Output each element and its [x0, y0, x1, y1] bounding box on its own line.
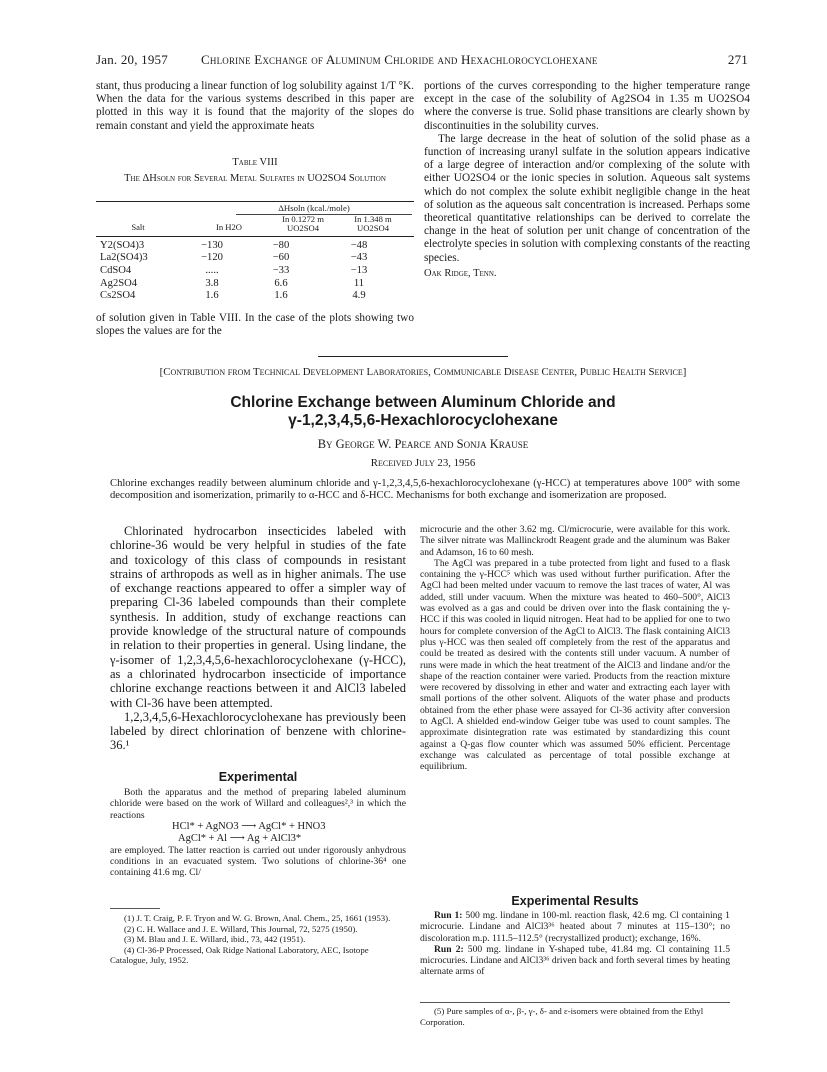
h2o-cell: 3.8	[205, 277, 219, 289]
table-row	[96, 277, 398, 290]
table-top-rule	[96, 201, 414, 202]
intro-paragraph-1: Chlorinated hydrocarbon insecticides labeled with chlorine-36 would be very helpful in studies of the fate and toxicology of this class of compounds in resistant strains of arthropods as well as in higher animals. The use of exchange reactions appeared to offer a simpler way of preparing Cl-36 labeled compounds than their complete synthesis. In addition, study of exchange reactions can provide knowledge of the structural nature of compounds in relation to their properties in general. Using lindane, the γ-isomer of 1,2,3,4,5,6-hexachlorocyclohexane (γ-HCC), as a chlorinated hydrocarbon insecticide of importance chlorine exchange reactions between it and AlCl3 labeled with Cl-36 have been attempted.	[110, 524, 406, 710]
table-viii	[96, 157, 414, 302]
after-table-paragraph: of solution given in Table VIII. In the case of the plots showing two slopes the values are for the	[96, 312, 414, 338]
experimental-heading: Experimental	[218, 770, 298, 784]
h2o-cell: .....	[205, 264, 219, 276]
m01272-cell: 6.6	[274, 277, 288, 289]
footnote-1: (1) J. T. Craig, P. F. Tryon and W. G. Brown, Anal. Chem., 25, 1661 (1953).	[124, 913, 391, 923]
salt-cell: Ag2SO4	[100, 277, 138, 289]
footnote-rule-right	[420, 1002, 730, 1003]
contribution-line: [Contribution from Technical Development Laboratories, Communicable Disease Center, Public Health Service]	[159, 366, 687, 378]
m01272-cell: −33	[272, 264, 290, 276]
table-label: Table VIII	[232, 157, 278, 168]
curves-paragraph: portions of the curves corresponding to the higher temperature range except in the case of the solubility of Ag2SO4 in 1.35 m UO2SO4 where the converse is true. Solid phase transitions are clearly shown by discontinuities in the solubility curves.	[424, 80, 750, 132]
authors: By George W. Pearce and Sonja Krause	[317, 437, 529, 451]
footnote-2: (2) C. H. Wallace and J. E. Willard, This Journal, 72, 5275 (1950).	[124, 923, 358, 934]
intro-paragraph-2: 1,2,3,4,5,6-Hexachlorocyclohexane has previously been labeled by direct chlorination of benzene with chlorine-36.¹	[110, 709, 406, 753]
continuation-paragraph: stant, thus producing a linear function of log solubility against 1/T °K. When the data for the various systems described in this paper are plotted in this way it is found that the majority of the slopes do remain constant and yield the approximate heats	[96, 80, 414, 132]
m1348-cell: −43	[350, 252, 368, 264]
salt-cell: CdSO4	[100, 264, 132, 276]
m01272-cell: −80	[272, 239, 290, 251]
footnote-rule	[110, 908, 160, 909]
footnote-5: (5) Pure samples of α-, β-, γ-, δ- and ε-isomers were obtained from the Ethyl Corporation.	[420, 1006, 704, 1027]
salt-cell: Cs2SO4	[100, 290, 136, 302]
h2o-cell: −120	[201, 252, 223, 264]
results-heading: Experimental Results	[511, 894, 639, 908]
run2-text: 500 mg. lindane in Y-shaped tube, 41.84 mg. Cl containing 11.5 microcuries. Lindane and AlCl3³⁶ driven back and forth several times by heating alternate arms of	[420, 943, 730, 978]
page-number: 271	[727, 52, 748, 67]
table-row	[96, 289, 398, 302]
footnotes-right	[420, 1006, 730, 1027]
run2-label: Run 2:	[434, 943, 464, 955]
location-line: Oak Ridge, Tenn.	[424, 267, 497, 279]
equation-1: HCl* + AgNO3 ⟶ AgCl* + HNO3	[172, 820, 326, 832]
experimental-paragraph-1: Both the apparatus and the method of preparing labeled aluminum chloride were based on the work of Willard and colleagues²,³ in which the reactions	[110, 787, 406, 821]
experimental-paragraph-2: are employed. The latter reaction is carried out under rigorously anhydrous conditions in an evacuated system. Two solutions of chlorine-36⁴ one containing 41.6 mg. Cl/	[110, 844, 406, 879]
body-right-column	[420, 524, 730, 773]
table-unit-header: ΔHsoln (kcal./mole)	[278, 203, 350, 213]
article-title	[96, 394, 750, 430]
run1-label: Run 1:	[434, 910, 463, 921]
run1-text: 500 mg. lindane in 100-ml. reaction flask, 42.6 mg. Cl containing 1 microcurie. Lindane and AlCl3³⁶ heated about 7 minutes at 115–130°; no discoloration m.p. 111.5–112.5° (recrystallized product); exchange, 16%.	[420, 910, 730, 944]
header-title: Chlorine Exchange of Aluminum Chloride and Hexachlorocyclohexane	[201, 52, 598, 67]
m01272-cell: 1.6	[274, 290, 288, 302]
m1348-cell: 4.9	[352, 290, 366, 302]
body-left-column	[110, 524, 406, 753]
after-table-text	[96, 312, 414, 338]
top-right-column	[424, 80, 750, 280]
top-left-column	[96, 80, 414, 133]
col-header-h2o: In H2O	[215, 222, 243, 232]
abstract: Chlorine exchanges readily between aluminum chloride and γ-1,2,3,4,5,6-hexachlorocyclohexane (γ-HCC) at temperatures above 100° with some decomposition and isomerization, primarily to α-HCC and δ-HCC. Mechanisms for both exchange and isomerization are proposed.	[110, 478, 740, 502]
table-header-rule	[96, 236, 414, 237]
title-line-2: γ-1,2,3,4,5,6-Hexachlorocyclohexane	[288, 412, 558, 429]
materials-paragraph: microcurie and the other 3.62 mg. Cl/microcurie, were available for this work. The silver nitrate was Mallinckrodt Reagent grade and the aluminum was Baker and Adamson, 16 to 60 mesh.	[420, 524, 730, 558]
table-caption: The ΔHsoln for Several Metal Sulfates in UO2SO4 Solution	[124, 173, 386, 184]
received-date: Received July 23, 1956	[370, 457, 476, 469]
equation-2: AgCl* + Al ⟶ Ag + AlCl3*	[178, 832, 302, 844]
h2o-cell: −130	[201, 239, 223, 251]
salt-cell: La2(SO4)3	[100, 252, 148, 264]
title-line-1: Chlorine Exchange between Aluminum Chloride and	[230, 394, 616, 411]
table-row	[96, 252, 398, 265]
experimental-section	[110, 770, 406, 879]
table-body	[96, 239, 398, 302]
table-row	[96, 239, 398, 252]
m1348-cell: −48	[350, 239, 368, 251]
col-header-salt: Salt	[131, 222, 145, 232]
heat-paragraph: The large decrease in the heat of solution of the solid phase as a function of increasing uranyl sulfate in the solution appears indicative of a large degree of interaction and/or complexing of the solute with either UO2SO4 or the ionic species in solution. Aqueous salt systems which do not complex the solute exhibit negligible change in the heat of solution as the aqueous salt concentration is increased. Perhaps some theoretical quantitative relationships can be derived to correlate the change in the heat of solution per unit change of concentration of the electrolyte species in solution with complexing constants of the reacting species.	[424, 132, 750, 264]
article-separator	[318, 356, 508, 357]
footnote-4: (4) Cl-36-P Processed, Oak Ridge National Laboratory, AEC, Isotope Catalogue, July, 1952.	[110, 944, 369, 966]
m01272-cell: −60	[272, 252, 290, 264]
procedure-paragraph: The AgCl was prepared in a tube protected from light and fused to a flask containing the γ-HCC⁵ which was used without further purification. After the AgCl had been melted under vacuum to remove the last traces of water, Al was added, still under vacuum. When the mixture was heated to 460–500°, AlCl3 was evolved as a gas and could be driven over into the flask containing the γ-HCC if this was cooled in liquid nitrogen. Heat had to be applied for one to two hours for complete conversion of the AgCl to AlCl3. The flask containing AlCl3 plus γ-HCC was then sealed off completely from the rest of the apparatus and could be treated as desired with the contents still under vacuum. A number of runs were made in which the heat treatment of the AlCl3 and lindane and/or the shape of the reaction container were varied. Products from the reaction mixture were recovered by dissolving in ether and water and extracting each layer with small portions of the other solvent. Aliquots of the water phase and products obtained from the ether phase were assayed for Cl-36 activity after conversion to AgCl. A shielded end-window Geiger tube was used to count samples. The approximate disintegration rate was estimated by standardizing this count against a Q-gas flow counter which was assumed 50% efficient. Percentage exchange was calculated as percentage of total possible exchange at equilibrium.	[420, 557, 730, 773]
results-section	[420, 894, 730, 978]
m1348-cell: −13	[350, 264, 368, 276]
footnote-3: (3) M. Blau and J. E. Willard, ibid., 73, 442 (1951).	[124, 934, 306, 945]
header-date: Jan. 20, 1957	[96, 52, 168, 67]
col-header-01272: In 0.1272 m UO2SO4	[282, 214, 324, 233]
col-header-1348: In 1.348 m UO2SO4	[354, 214, 392, 233]
table-row	[96, 264, 398, 277]
footnotes-left	[110, 913, 406, 966]
h2o-cell: 1.6	[205, 290, 219, 302]
salt-cell: Y2(SO4)3	[100, 239, 145, 251]
m1348-cell: 11	[353, 277, 365, 289]
